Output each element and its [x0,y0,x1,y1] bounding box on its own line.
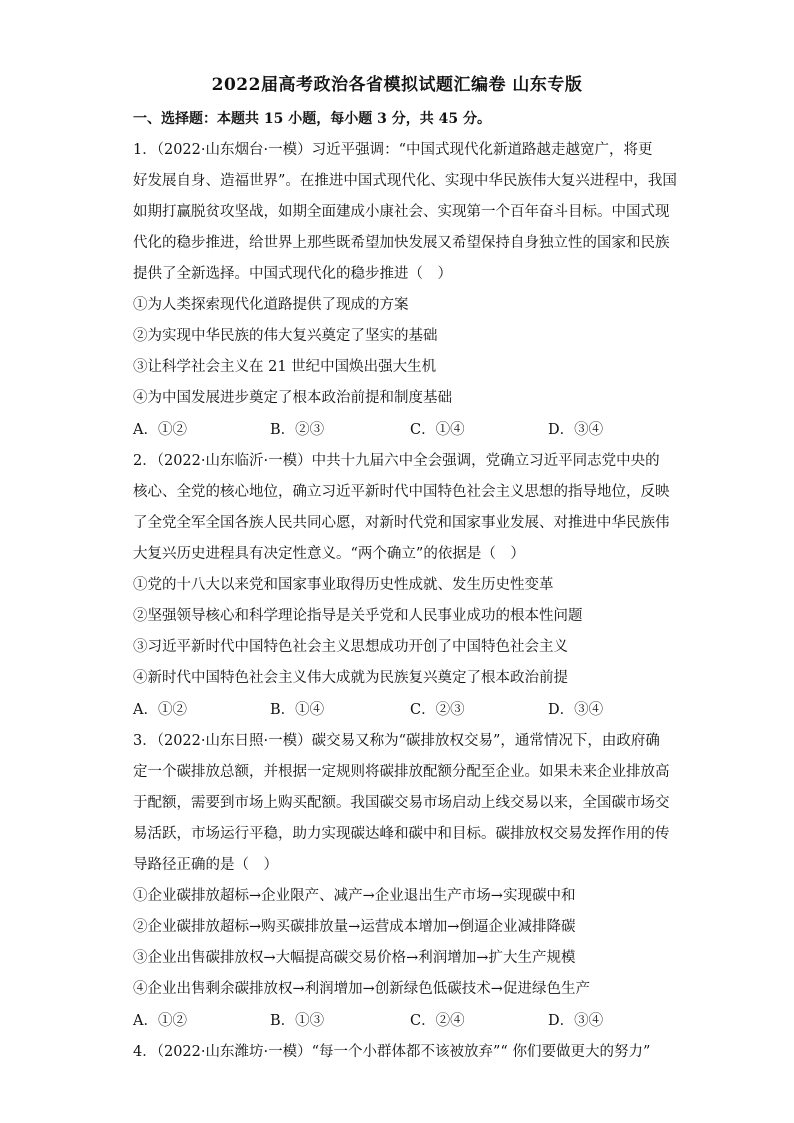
statement-1: ①为人类探索现代化道路提供了现成的方案 [133,297,409,313]
section-heading: 一、选择题：本题共 15 小题，每小题 3 分，共 45 分。 [133,111,491,127]
option-c: C．②④ [410,1013,465,1029]
statement-1: ①企业碳排放超标→企业限产、减产→企业退出生产市场→实现碳中和 [133,888,576,904]
statement-2: ②坚强领导核心和科学理论指导是关乎党和人民事业成功的根本性问题 [133,608,583,624]
statement-3: ③让科学社会主义在 21 世纪中国焕出强大生机 [133,359,437,375]
question-text-line: 2．（2022·山东临沂·一模）中共十九届六中全会强调，党确立习近平同志党中央的 [133,453,660,469]
question-text-line: 提供了全新选择。中国式现代化的稳步推进（ ） [133,266,452,282]
option-d: D．③④ [548,702,604,718]
question-text-line: 好发展自身、造福世界”。在推进中国式现代化、实现中华民族伟大复兴进程中，我国 [133,173,677,189]
statement-4: ④企业出售剩余碳排放权→利润增加→创新绿色低碳技术→促进绿色生产 [133,981,590,997]
statement-4: ④新时代中国特色社会主义伟大成就为民族复兴奠定了根本政治前提 [133,670,568,686]
question-text-line: 定一个碳排放总额，并根据一定规则将碳排放配额分配至企业。如果未来企业排放高 [133,764,670,780]
option-b: B．①③ [270,1013,325,1029]
question-text-line: 4．（2022·山东潍坊·一模）“每一个小群体都不该被放弃”“ 你们要做更大的努力” [133,1044,651,1060]
option-d: D．③④ [548,422,604,438]
page-title: 2022届高考政治各省模拟试题汇编卷 山东专版 [211,75,583,95]
question-text-line: 代化的稳步推进，给世界上那些既希望加快发展又希望保持自身独立性的国家和民族 [133,235,670,251]
question-text-line: 1．（2022·山东烟台·一模）习近平强调：“中国式现代化新道路越走越宽广，将更 [133,142,653,158]
option-b: B．①④ [270,702,325,718]
option-a: A．①② [133,1013,187,1029]
question-text-line: 于配额，需要到市场上购买配额。我国碳交易市场启动上线交易以来，全国碳市场交 [133,795,670,811]
option-a: A．①② [133,702,187,718]
option-d: D．③④ [548,1013,604,1029]
question-text-line: 导路径正确的是（ ） [133,857,278,873]
question-text-line: 3．（2022·山东日照·一模）碳交易又称为“碳排放权交易”，通常情况下，由政府确 [133,733,660,749]
option-b: B．②③ [270,422,325,438]
statement-2: ②为实现中华民族的伟大复兴奠定了坚实的基础 [133,328,438,344]
question-text-line: 了全党全军全国各族人民共同心愿，对新时代党和国家事业发展、对推进中华民族伟 [133,515,670,531]
question-text-line: 易活跃，市场运行平稳，助力实现碳达峰和碳中和目标。碳排放权交易发挥作用的传 [133,826,670,842]
statement-3: ③企业出售碳排放权→大幅提高碳交易价格→利润增加→扩大生产规模 [133,950,576,966]
option-c: C．②③ [410,702,465,718]
statement-2: ②企业碳排放超标→购买碳排放量→运营成本增加→倒逼企业减排降碳 [133,919,576,935]
option-a: A．①② [133,422,187,438]
option-c: C．①④ [410,422,465,438]
question-text-line: 如期打赢脱贫攻坚战，如期全面建成小康社会、实现第一个百年奋斗目标。中国式现 [133,204,670,220]
question-text-line: 核心、全党的核心地位，确立习近平新时代中国特色社会主义思想的指导地位，反映 [133,484,670,500]
statement-1: ①党的十八大以来党和国家事业取得历史性成就、发生历史性变革 [133,577,554,593]
statement-4: ④为中国发展进步奠定了根本政治前提和制度基础 [133,390,452,406]
statement-3: ③习近平新时代中国特色社会主义思想成功开创了中国特色社会主义 [133,639,568,655]
question-text-line: 大复兴历史进程具有决定性意义。“两个确立”的依据是（ ） [133,546,525,562]
